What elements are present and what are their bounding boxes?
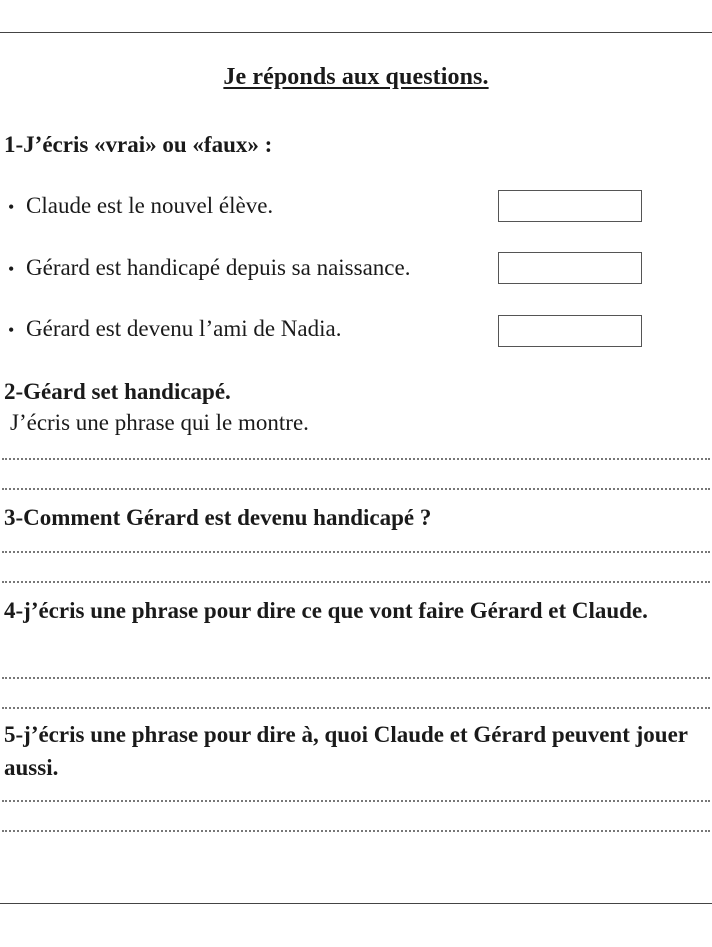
question-1-label: 1-J’écris «vrai» ou «faux» : [4, 132, 273, 157]
answer-line[interactable] [2, 830, 710, 832]
answer-line[interactable] [2, 458, 710, 460]
answer-box-1[interactable] [498, 190, 642, 222]
question-5-label: 5-j’écris une phrase pour dire à, quoi Claude et Gérard peuvent jouer aussi. [4, 722, 688, 780]
answer-box-3[interactable] [498, 315, 642, 347]
answer-line[interactable] [2, 551, 710, 553]
true-false-item-3 [8, 314, 341, 345]
page-title: Je réponds aux questions. [223, 64, 489, 90]
true-false-item-2 [8, 253, 410, 284]
bullet-icon: • [8, 197, 15, 217]
item-text: Gérard est devenu l’ami de Nadia. [26, 316, 342, 341]
question-4-label: 4-j’écris une phrase pour dire ce que vont faire Gérard et Claude. [4, 598, 648, 623]
answer-line[interactable] [2, 677, 710, 679]
bottom-border-line [0, 903, 712, 904]
top-border-line [0, 32, 712, 33]
question-3-label: 3-Comment Gérard est devenu handicapé ? [4, 505, 432, 530]
question-2-label: 2-Géard set handicapé. [4, 379, 231, 404]
true-false-item-1 [8, 191, 273, 222]
answer-line[interactable] [2, 800, 710, 802]
answer-line[interactable] [2, 488, 710, 490]
item-text: Claude est le nouvel élève. [26, 193, 274, 218]
answer-line[interactable] [2, 581, 710, 583]
item-text: Gérard est handicapé depuis sa naissance. [26, 255, 411, 280]
answer-line[interactable] [2, 707, 710, 709]
question-2-instruction: J’écris une phrase qui le montre. [10, 410, 309, 435]
bullet-icon: • [8, 320, 15, 340]
bullet-icon: • [8, 259, 15, 279]
answer-box-2[interactable] [498, 252, 642, 284]
